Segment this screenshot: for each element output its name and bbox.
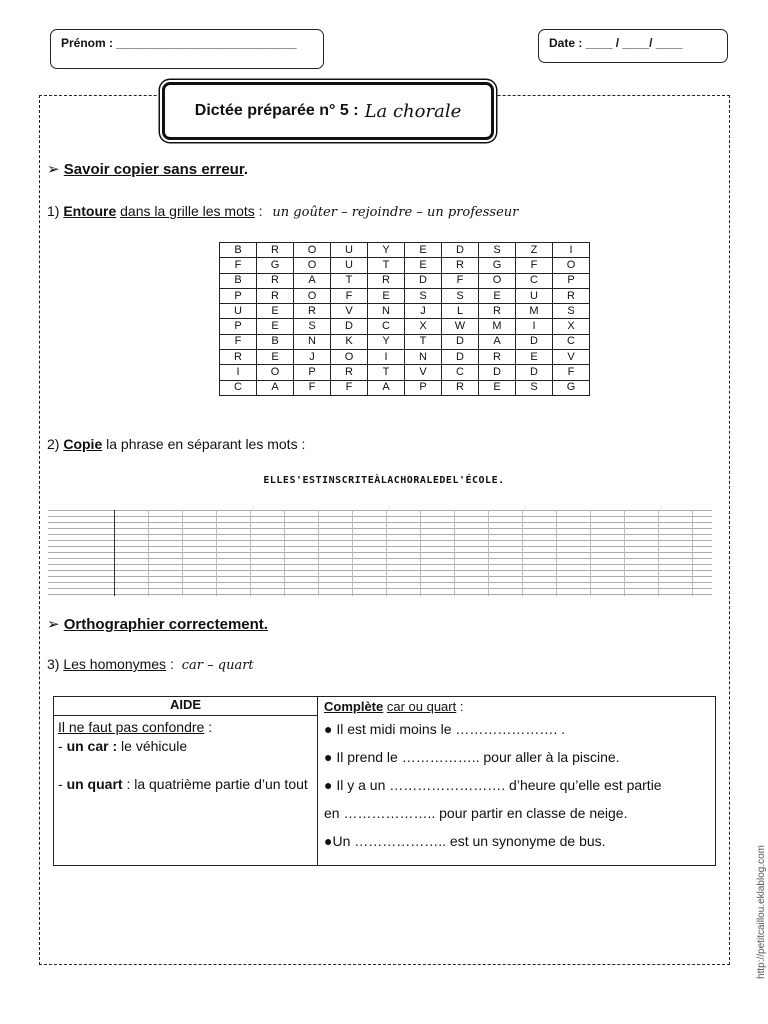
grid-cell[interactable]: D (442, 350, 479, 365)
grid-cell[interactable]: R (479, 350, 516, 365)
exercise1-words: un goûter – rejoindre – un professeur (272, 205, 519, 220)
grid-cell[interactable]: A (257, 380, 294, 395)
grid-cell[interactable]: E (257, 304, 294, 319)
exercise1-colon: : (254, 203, 263, 219)
grid-cell[interactable]: U (516, 288, 553, 303)
grid-row (220, 273, 590, 288)
grid-cell[interactable]: N (405, 350, 442, 365)
grid-cell[interactable]: S (516, 380, 553, 395)
grid-cell[interactable]: I (220, 365, 257, 380)
grid-cell[interactable]: M (479, 319, 516, 334)
grid-cell[interactable]: O (479, 273, 516, 288)
aide-header: AIDE (54, 697, 318, 716)
grid-row (220, 243, 590, 258)
exercise2-number: 2) (47, 436, 60, 452)
section1-heading-text: Savoir copier sans erreur (63, 161, 244, 178)
grid-cell[interactable]: D (516, 334, 553, 349)
grid-cell[interactable]: O (553, 258, 590, 273)
exercise1-verb: Entoure (63, 203, 117, 219)
grid-cell[interactable]: C (368, 319, 405, 334)
aide-line1-text: Il ne faut pas confondre (58, 719, 205, 735)
grid-cell[interactable]: S (442, 288, 479, 303)
grid-cell[interactable]: P (294, 365, 331, 380)
grid-cell[interactable]: S (405, 288, 442, 303)
complete-sentence: ●Un ……………….. est un synonyme de bus. (324, 833, 606, 849)
section2-heading (47, 615, 268, 633)
grid-cell[interactable]: T (331, 273, 368, 288)
grid-cell[interactable]: P (553, 273, 590, 288)
exercise3-words: car – quart (181, 658, 254, 673)
grid-cell[interactable]: X (553, 319, 590, 334)
complete-header (324, 699, 709, 714)
section1-heading-suffix: . (243, 161, 249, 178)
grid-cell[interactable]: O (294, 288, 331, 303)
grid-cell[interactable]: F (294, 380, 331, 395)
margin-line (386, 510, 387, 596)
grid-cell[interactable]: O (331, 350, 368, 365)
grid-cell[interactable]: A (294, 273, 331, 288)
prenom-box[interactable] (50, 29, 324, 69)
exercise3-colon: : (166, 656, 174, 672)
grid-cell[interactable]: T (368, 365, 405, 380)
margin-line (556, 510, 557, 596)
grid-cell[interactable]: T (368, 258, 405, 273)
grid-cell[interactable]: B (220, 273, 257, 288)
grid-cell[interactable]: J (294, 350, 331, 365)
grid-cell[interactable]: V (553, 350, 590, 365)
grid-cell[interactable]: P (405, 380, 442, 395)
grid-cell[interactable]: C (553, 334, 590, 349)
grid-cell[interactable]: U (331, 258, 368, 273)
grid-cell[interactable]: B (220, 243, 257, 258)
arrow-icon: ➢ (47, 616, 60, 633)
exercise2-verb: Copie (63, 436, 103, 452)
date-box[interactable] (538, 29, 728, 63)
grid-cell[interactable]: F (220, 258, 257, 273)
grid-cell[interactable]: A (368, 380, 405, 395)
writing-lines[interactable] (48, 510, 712, 596)
complete-header-rest: car ou quart (386, 699, 457, 714)
aide-cell (54, 716, 318, 866)
grid-cell[interactable]: S (553, 304, 590, 319)
grid-cell[interactable]: D (442, 334, 479, 349)
margin-line (148, 510, 149, 596)
grid-cell[interactable]: F (442, 273, 479, 288)
exercise1-text: dans la grille les mots (120, 203, 255, 219)
grid-cell[interactable]: M (516, 304, 553, 319)
grid-cell[interactable]: G (553, 380, 590, 395)
grid-cell[interactable]: E (405, 243, 442, 258)
margin-line (352, 510, 353, 596)
grid-cell[interactable]: V (405, 365, 442, 380)
prenom-label: Prénom : ___________________________ (61, 36, 297, 50)
complete-cell (318, 697, 716, 866)
grid-cell[interactable]: C (516, 273, 553, 288)
grid-cell[interactable]: E (257, 319, 294, 334)
grid-cell[interactable]: F (220, 334, 257, 349)
grid-cell[interactable]: U (220, 304, 257, 319)
aide-quart-term: un quart (66, 776, 123, 792)
margin-line (216, 510, 217, 596)
grid-cell[interactable]: D (331, 319, 368, 334)
complete-header-bold: Complète (324, 699, 384, 714)
grid-cell[interactable]: C (442, 365, 479, 380)
grid-cell[interactable]: G (257, 258, 294, 273)
margin-line (454, 510, 455, 596)
grid-cell[interactable]: E (479, 288, 516, 303)
title-main: Dictée préparée n° 5 : (194, 102, 359, 119)
complete-header-suffix: : (456, 699, 464, 714)
complete-sentence: ● Il est midi moins le …………………. . (324, 721, 566, 737)
margin-line (114, 510, 115, 596)
grid-row (220, 380, 590, 395)
grid-cell[interactable]: E (405, 258, 442, 273)
letter-grid (219, 242, 590, 396)
grid-cell[interactable]: U (331, 243, 368, 258)
grid-cell[interactable]: L (442, 304, 479, 319)
grid-cell[interactable]: S (479, 243, 516, 258)
title-cursive: La chorale (364, 100, 462, 122)
exercise1-instruction (47, 203, 518, 220)
grid-cell[interactable]: R (257, 273, 294, 288)
aide-car-def: le véhicule (121, 738, 188, 754)
margin-line (420, 510, 421, 596)
grid-cell[interactable]: R (257, 288, 294, 303)
grid-cell[interactable]: E (368, 288, 405, 303)
grid-row (220, 334, 590, 349)
grid-cell[interactable]: N (294, 334, 331, 349)
complete-sentence: en ……………….. pour partir en classe de neige. (324, 805, 628, 821)
grid-cell[interactable]: E (479, 380, 516, 395)
grid-row (220, 304, 590, 319)
grid-cell[interactable]: X (405, 319, 442, 334)
grid-cell[interactable]: G (479, 258, 516, 273)
grid-cell[interactable]: E (516, 350, 553, 365)
grid-cell[interactable]: A (479, 334, 516, 349)
grid-cell[interactable]: O (257, 365, 294, 380)
exercise3-instruction (47, 656, 254, 673)
exercise2-text: la phrase en séparant les mots (106, 436, 298, 452)
sentence-to-copy: ELLES'ESTINSCRITEÀLACHORALEDEL'ÉCOLE. (263, 475, 505, 486)
aide-quart-def: : la quatrième partie d’un tout (126, 776, 308, 792)
grid-cell[interactable]: Z (516, 243, 553, 258)
arrow-icon: ➢ (47, 161, 60, 178)
grid-cell[interactable]: B (257, 334, 294, 349)
grid-cell[interactable]: F (553, 365, 590, 380)
margin-line (284, 510, 285, 596)
exercise3-label: Les homonymes (63, 656, 167, 672)
grid-cell[interactable]: F (331, 380, 368, 395)
grid-cell[interactable]: R (294, 304, 331, 319)
grid-cell[interactable]: T (405, 334, 442, 349)
homonym-table (53, 696, 716, 866)
grid-cell[interactable]: D (442, 243, 479, 258)
margin-line (624, 510, 625, 596)
grid-cell[interactable]: P (220, 288, 257, 303)
grid-row (220, 365, 590, 380)
grid-cell[interactable]: F (516, 258, 553, 273)
grid-cell[interactable]: R (442, 258, 479, 273)
grid-cell[interactable]: R (553, 288, 590, 303)
grid-cell[interactable]: P (220, 319, 257, 334)
grid-cell[interactable]: S (294, 319, 331, 334)
grid-cell[interactable]: Y (368, 334, 405, 349)
title-box (162, 82, 494, 140)
grid-row (220, 350, 590, 365)
aide-quart: - un quart : la quatrième partie d’un tout (58, 776, 308, 792)
grid-cell[interactable]: Y (368, 243, 405, 258)
grid-cell[interactable]: D (516, 365, 553, 380)
complete-sentence: ● Il y a un ……………………. d’heure qu’elle est partie (324, 777, 662, 793)
margin-line (182, 510, 183, 596)
grid-row (220, 258, 590, 273)
grid-cell[interactable]: R (257, 243, 294, 258)
aide-line1 (58, 718, 313, 737)
grid-cell[interactable]: R (331, 365, 368, 380)
grid-cell[interactable]: F (331, 288, 368, 303)
grid-cell[interactable]: I (553, 243, 590, 258)
date-label: Date : ____ / ____/ ____ (549, 36, 683, 50)
exercise2-instruction (47, 436, 305, 452)
margin-line (692, 510, 693, 596)
grid-cell[interactable]: V (331, 304, 368, 319)
grid-cell[interactable]: R (368, 273, 405, 288)
margin-line (658, 510, 659, 596)
grid-cell[interactable]: N (368, 304, 405, 319)
aide-car: - un car : le véhicule (58, 738, 188, 754)
grid-row (220, 319, 590, 334)
watermark: http://petitcaillou.eklablog.com (756, 845, 767, 979)
exercise1-number: 1) (47, 203, 60, 219)
grid-cell[interactable]: C (220, 380, 257, 395)
grid-cell[interactable]: W (442, 319, 479, 334)
margin-line (488, 510, 489, 596)
complete-sentences (324, 720, 709, 850)
grid-cell[interactable]: O (294, 258, 331, 273)
margin-line (590, 510, 591, 596)
grid-cell[interactable]: R (479, 304, 516, 319)
grid-cell[interactable]: E (257, 350, 294, 365)
grid-cell[interactable]: J (405, 304, 442, 319)
section2-heading-text: Orthographier correctement. (63, 616, 268, 633)
aide-line1-suffix: : (204, 719, 213, 735)
grid-cell[interactable]: O (294, 243, 331, 258)
grid-cell[interactable]: R (220, 350, 257, 365)
grid-cell[interactable]: D (405, 273, 442, 288)
margin-line (318, 510, 319, 596)
grid-cell[interactable]: D (479, 365, 516, 380)
grid-cell[interactable]: R (442, 380, 479, 395)
exercise2-colon: : (297, 436, 306, 452)
grid-row (220, 288, 590, 303)
aide-car-term: un car : (66, 738, 118, 754)
grid-cell[interactable]: I (516, 319, 553, 334)
complete-sentence: ● Il prend le …………….. pour aller à la piscine. (324, 749, 620, 765)
section1-heading (47, 160, 248, 178)
margin-line (250, 510, 251, 596)
grid-cell[interactable]: K (331, 334, 368, 349)
exercise3-number: 3) (47, 656, 60, 672)
margin-line (522, 510, 523, 596)
grid-cell[interactable]: I (368, 350, 405, 365)
